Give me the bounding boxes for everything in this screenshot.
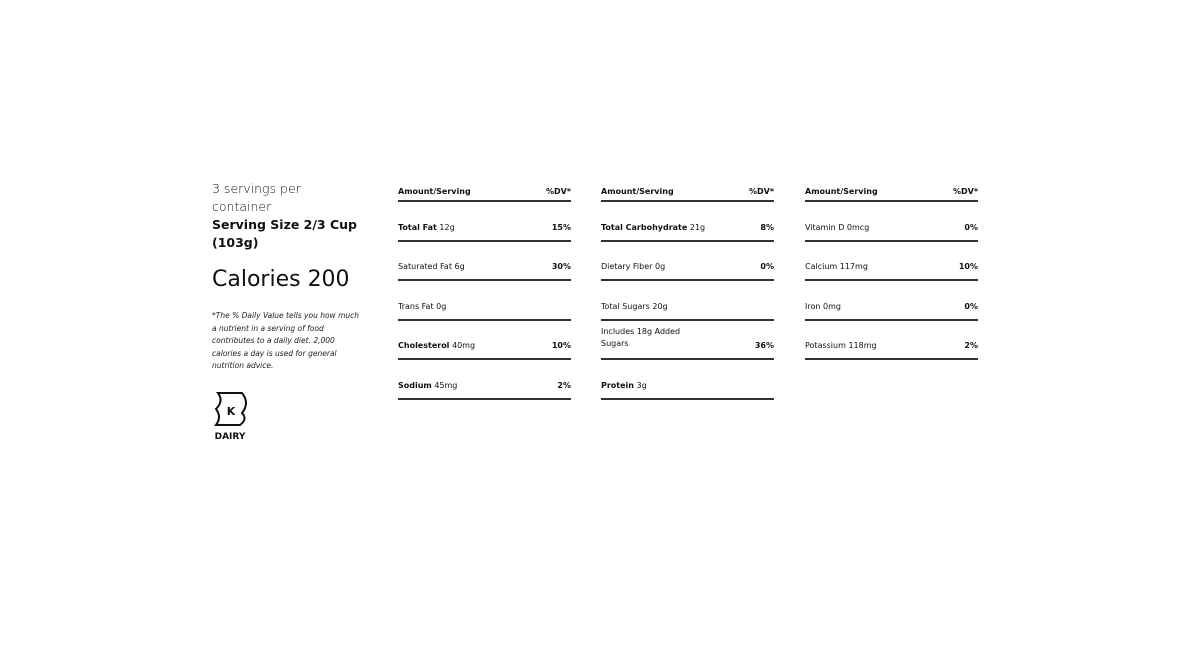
column-header [805,180,978,202]
nutrient-name: Total Carbohydrate [601,222,688,232]
serving-size: Serving Size 2/3 Cup (103g) [212,217,358,250]
nutrient-amount: Sugars [601,339,629,348]
nutrient-name: Includes 18g Added [601,327,681,336]
nutrient-row [805,202,978,242]
kosher-dairy-label: DAIRY [214,431,246,442]
nutrient-amount: 3g [636,380,647,390]
nutrient-name: Trans Fat [398,301,434,311]
servings-per-container: 3 servings per container [212,181,301,214]
nutrient-percent: 15% [551,222,571,232]
nutrient-name: Cholesterol [398,341,450,350]
nutrient-amount: 20g [652,301,668,311]
kosher-letter: K [226,404,236,418]
nutrient-percent: 2% [557,380,571,390]
nutrient-name: Dietary Fiber [601,262,653,271]
column-header-dv: %DV* [545,187,571,196]
nutrient-row [601,242,774,282]
nutrient-name: Total Sugars [601,301,650,311]
nutrient-row [398,202,571,242]
nutrient-row [398,360,571,400]
nutrient-amount: 0mcg [846,222,870,232]
calories: Calories 200 [212,267,350,292]
nutrient-name: Protein [601,380,634,390]
column-header-amount: Amount/Serving [398,187,471,196]
nutrient-column-1 [398,180,571,400]
nutrient-row [398,281,571,321]
nutrient-percent: 0% [964,222,978,232]
nutrient-row [601,281,774,321]
nutrient-amount: 12g [439,222,455,232]
nutrient-amount: 21g [689,222,706,232]
nutrient-row [805,321,978,361]
nutrient-amount: 118mg [848,341,877,350]
daily-value-note: *The % Daily Value tells you how much a nutrient in a serving of food contributes to a daily diet. 2,000 calories a day is used for general nutrition advice. [212,311,360,370]
nutrient-row [398,242,571,282]
nutrient-percent: 36% [754,341,774,350]
nutrient-percent: 0% [964,301,978,311]
column-header-dv: %DV* [952,187,978,196]
column-header [601,180,774,202]
nutrient-name: Total Fat [398,222,437,232]
nutrient-row [601,321,774,361]
nutrient-name: Saturated Fat [398,262,452,271]
column-header [398,180,571,202]
column-header-amount: Amount/Serving [601,187,674,196]
nutrient-percent: 8% [760,222,774,232]
nutrient-percent: 10% [958,262,978,271]
nutrient-amount: 0mg [822,301,841,311]
nutrient-column-3 [805,180,978,360]
nutrient-row [805,242,978,282]
nutrient-amount: 45mg [434,380,458,390]
nutrient-percent: 0% [760,262,774,271]
nutrient-amount: 6g [454,262,465,271]
nutrient-amount: 0g [655,262,666,271]
nutrient-name: Iron [805,301,821,311]
column-header-dv: %DV* [748,187,774,196]
column-header-amount: Amount/Serving [805,187,878,196]
nutrient-amount: 117mg [839,262,868,271]
nutrient-row [601,202,774,242]
nutrient-row [601,360,774,400]
nutrient-name: Sodium [398,380,432,390]
nutrient-name: Vitamin D [805,222,845,232]
nutrient-row [805,281,978,321]
kosher-dairy-icon [212,389,252,443]
nutrient-name: Calcium [805,262,838,271]
nutrient-row [398,321,571,361]
nutrient-percent: 10% [551,341,571,350]
nutrient-amount: 40mg [451,341,476,350]
nutrient-name: Potassium [805,341,846,350]
nutrient-amount: 0g [436,301,447,311]
nutrition-summary [212,180,362,447]
nutrient-column-2 [601,180,774,400]
nutrient-percent: 30% [551,262,571,271]
nutrient-percent: 2% [964,341,978,350]
